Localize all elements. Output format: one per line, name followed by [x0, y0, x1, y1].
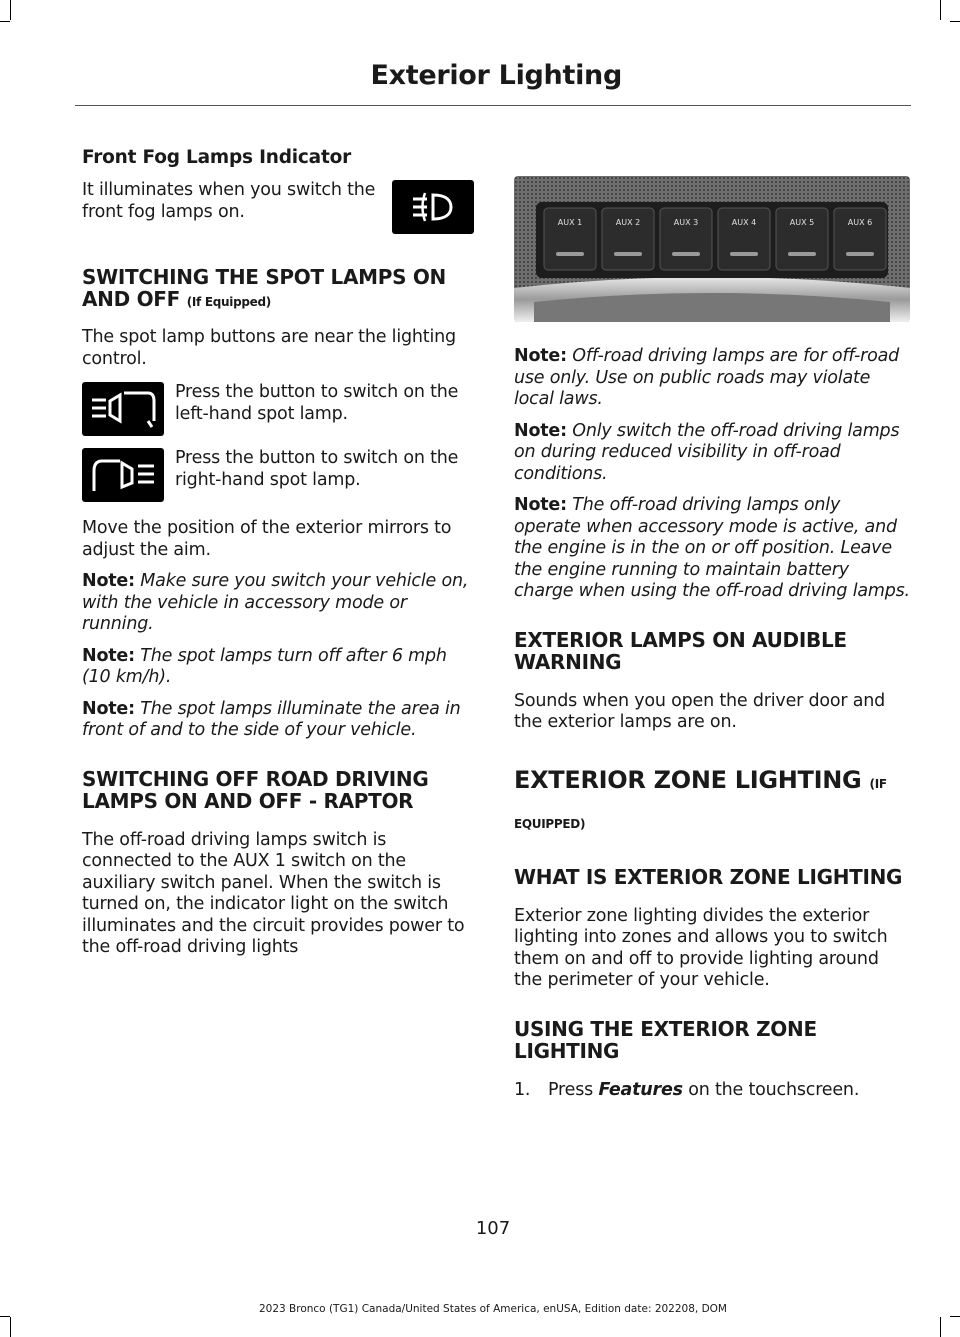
- aux-switch-button: [776, 208, 828, 270]
- left-column: [82, 146, 474, 959]
- svg-text:AUX 6: AUX 6: [847, 218, 873, 227]
- aux-switch-button: [602, 208, 654, 270]
- spot-right-row: [82, 448, 474, 502]
- spot-left-text: Press the button to switch on the left-hand spot lamp.: [175, 382, 459, 424]
- step-1: 1. Press Features on the touchscreen.: [514, 1079, 860, 1100]
- audible-warning-text: Sounds when you open the driver door and the exterior lamps are on.: [514, 690, 886, 732]
- right-spot-lamp-icon: [82, 448, 164, 502]
- audible-warning-heading: EXTERIOR LAMPS ON AUDIBLE WARNING: [514, 627, 847, 674]
- fog-lamps-row: [82, 180, 474, 234]
- what-is-zone-text: Exterior zone lighting divides the exterior lighting into zones and allows you to switch them on and off to provide lighting around the perimeter of your vehicle.: [514, 905, 888, 990]
- fog-lamps-heading: Front Fog Lamps Indicator: [82, 147, 352, 168]
- spot-note-1: Note: Make sure you switch your vehicle on, with the vehicle in accessory mode or running.: [82, 571, 469, 634]
- svg-text:AUX 1: AUX 1: [557, 218, 583, 227]
- zone-lighting-heading: EXTERIOR ZONE LIGHTING (IF EQUIPPED): [514, 765, 887, 831]
- auxiliary-switch-panel-image: [514, 176, 910, 322]
- aux-switch-button: [834, 208, 886, 270]
- fog-lamps-text: It illuminates when you switch the front fog lamps on.: [82, 180, 376, 222]
- svg-text:AUX 5: AUX 5: [789, 218, 815, 227]
- crop-mark: [10, 1317, 11, 1337]
- mirror-text: Move the position of the exterior mirrors to adjust the aim.: [82, 518, 452, 560]
- page-number: 107: [475, 1218, 511, 1239]
- offroad-lamps-heading: SWITCHING OFF ROAD DRIVING LAMPS ON AND OFF - RAPTOR: [82, 766, 429, 813]
- spot-left-row: [82, 382, 474, 436]
- crop-mark: [0, 1316, 10, 1317]
- spot-lamps-heading: SWITCHING THE SPOT LAMPS ON AND OFF (If Equipped): [82, 265, 446, 311]
- offroad-note-2: Note: Only switch the off-road driving lamps on during reduced visibility in off-road conditions.: [514, 420, 900, 484]
- crop-mark: [0, 21, 10, 22]
- svg-text:AUX 4: AUX 4: [731, 218, 757, 227]
- offroad-note-1: Note: Off-road driving lamps are for off-road use only. Use on public roads may violate local laws.: [514, 346, 900, 409]
- spot-note-2: Note: The spot lamps turn off after 6 mph (10 km/h).: [82, 645, 447, 687]
- what-is-zone-heading: WHAT IS EXTERIOR ZONE LIGHTING: [514, 864, 903, 889]
- aux-switch-button: [544, 208, 596, 270]
- aux-switch-button: [718, 208, 770, 270]
- crop-mark: [940, 1317, 941, 1337]
- crop-mark: [950, 1316, 960, 1317]
- svg-text:AUX 3: AUX 3: [673, 218, 699, 227]
- offroad-note-3: Note: The off-road driving lamps only operate when accessory mode is active, and the engine is in the on or off position. Leave the engine running to maintain battery charge when using the off-road driving lamps.: [514, 495, 910, 601]
- crop-mark: [950, 21, 960, 22]
- spot-note-3: Note: The spot lamps illuminate the area in front of and to the side of your vehicle.: [82, 698, 461, 740]
- edition-info: 2023 Bronco (TG1) Canada/United States of America, enUSA, Edition date: 202208, DOM: [258, 1303, 727, 1315]
- left-spot-lamp-icon: [82, 382, 164, 436]
- using-zone-heading: USING THE EXTERIOR ZONE LIGHTING: [514, 1016, 817, 1063]
- crop-mark: [10, 0, 11, 20]
- page-title: Exterior Lighting: [370, 60, 622, 91]
- spot-lamps-intro: The spot lamp buttons are near the lighting control.: [82, 327, 456, 369]
- right-column: [514, 176, 910, 1101]
- crop-mark: [940, 0, 941, 20]
- svg-text:AUX 2: AUX 2: [615, 218, 641, 227]
- aux-switch-button: [660, 208, 712, 270]
- offroad-lamps-text: The off-road driving lamps switch is connected to the AUX 1 switch on the auxiliary switch panel. When the switch is turned on, the indicator light on the switch illuminates and the circuit provides power to the off-road driving lights: [82, 829, 465, 957]
- fog-lamp-icon: [392, 180, 474, 234]
- header-divider: [75, 105, 911, 106]
- spot-right-text: Press the button to switch on the right-hand spot lamp.: [175, 448, 459, 490]
